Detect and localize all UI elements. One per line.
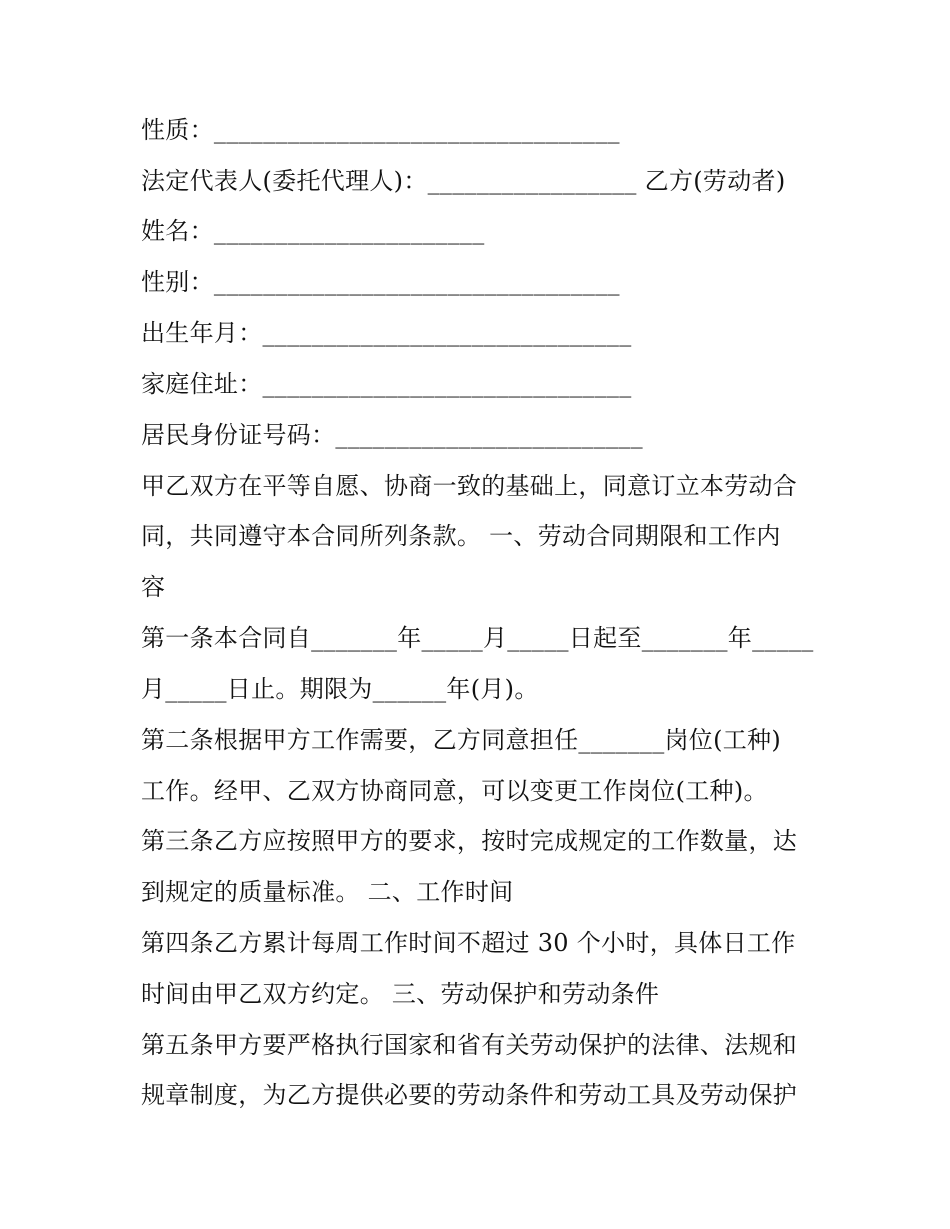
clause-4-line: 第四条乙方累计每周工作时间不超过 30 个小时，具体日工作 xyxy=(141,929,796,957)
paragraph-line: 甲乙双方在平等自愿、协商一致的基础上，同意订立本劳动合 xyxy=(141,472,798,500)
field-birth-date: 出生年月：______________________________ xyxy=(141,319,632,347)
field-name: 姓名：______________________ xyxy=(141,217,485,245)
field-gender: 性别：_________________________________ xyxy=(141,268,620,296)
field-legal-representative: 法定代表人(委托代理人)：_________________ 乙方(劳动者) xyxy=(141,167,786,195)
field-home-address: 家庭住址：______________________________ xyxy=(141,370,632,398)
paragraph-line: 同，共同遵守本合同所列条款。 一、劳动合同期限和工作内 xyxy=(141,522,781,550)
clause-1-line: 第一条本合同自_______年_____月_____日起至_______年_____ xyxy=(141,624,814,652)
clause-1-line: 月_____日止。期限为______年(月)。 xyxy=(141,675,539,703)
clause-2-line: 工作。经甲、乙双方协商同意，可以变更工作岗位(工种)。 xyxy=(141,777,768,805)
clause-4-line: 时间由甲乙双方约定。 三、劳动保护和劳动条件 xyxy=(141,980,660,1008)
clause-3-line: 第三条乙方应按照甲方的要求，按时完成规定的工作数量，达 xyxy=(141,827,798,855)
clause-5-line: 规章制度，为乙方提供必要的劳动条件和劳动工具及劳动保护 xyxy=(141,1081,798,1109)
clause-3-line: 到规定的质量标准。 二、工作时间 xyxy=(141,878,514,906)
clause-2-line: 第二条根据甲方工作需要，乙方同意担任_______岗位(工种) xyxy=(141,726,782,754)
clause-5-line: 第五条甲方要严格执行国家和省有关劳动保护的法律、法规和 xyxy=(141,1031,798,1059)
paragraph-line: 容 xyxy=(141,573,166,601)
field-nature: 性质：_________________________________ xyxy=(141,116,620,144)
field-id-number: 居民身份证号码：_________________________ xyxy=(141,421,643,449)
